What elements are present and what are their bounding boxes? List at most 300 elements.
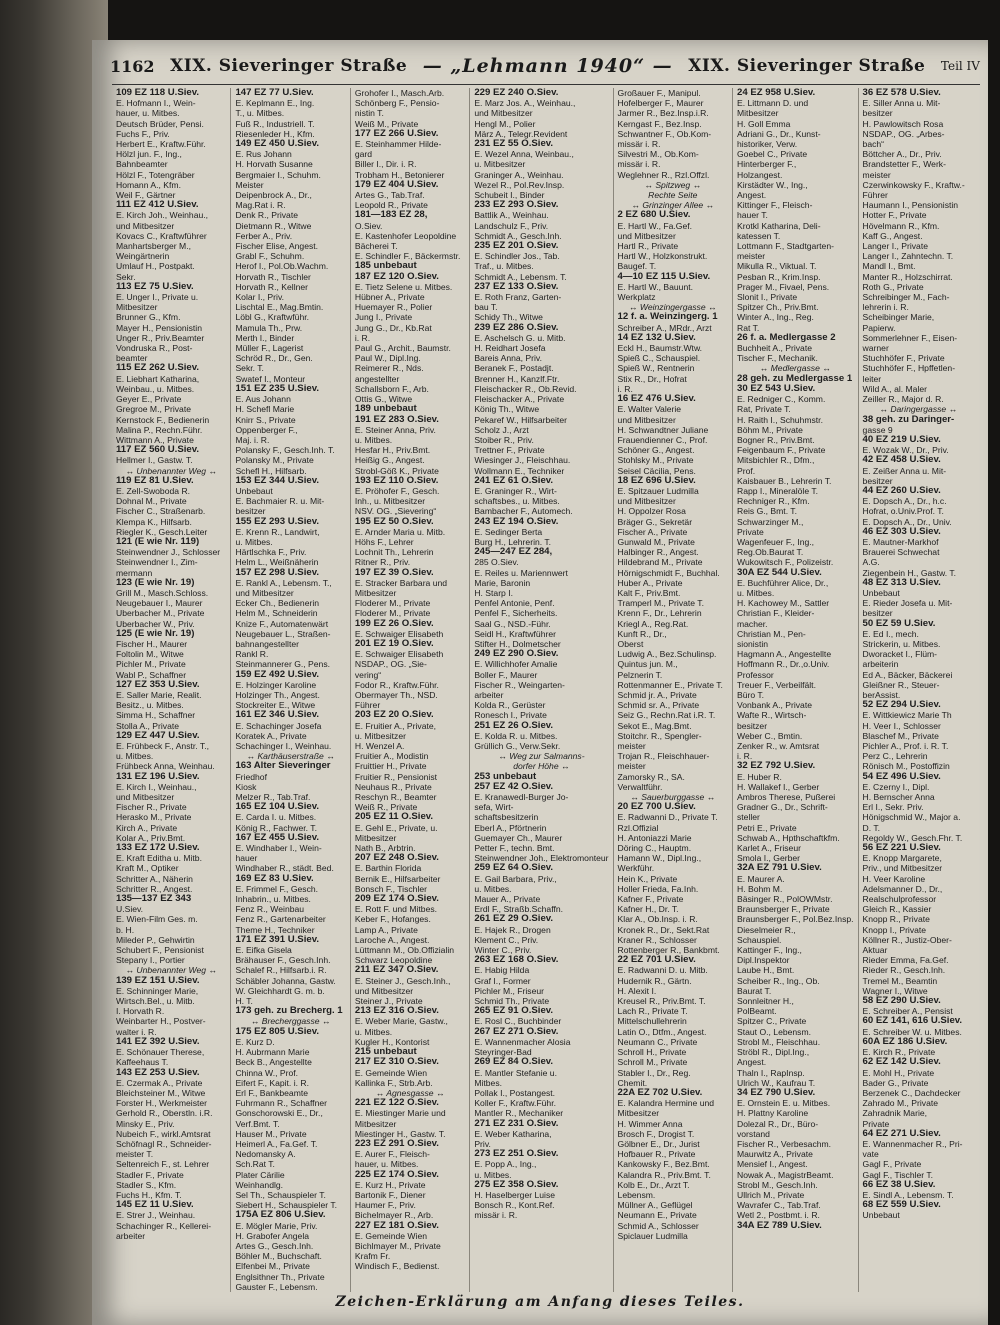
resident-entry: E. Dopsch A., Dr., h.c. bbox=[862, 496, 947, 507]
resident-entry: hauer, u. Mitbes. bbox=[116, 108, 180, 119]
resident-entry: Spiclauer Ludmilla bbox=[617, 1230, 688, 1241]
resident-entry: Scheiber R., Ing., Ob. bbox=[736, 975, 820, 986]
resident-entry: E. Kirch Joh., Weinhau., bbox=[116, 210, 209, 221]
resident-entry: Hagmann A., Angestellte bbox=[736, 649, 832, 660]
resident-entry: E. Kastenhofer Leopoldine bbox=[354, 230, 457, 241]
house-number: 271 EZ 231 O.Siev. bbox=[474, 1117, 559, 1129]
resident-entry: Döring C., Hauptm. bbox=[617, 843, 692, 854]
resident-entry: Spieß C., Schauspiel. bbox=[617, 353, 701, 364]
house-number: 52 EZ 294 U.Siev. bbox=[862, 699, 941, 711]
resident-entry: E. Steinhammer Hilde- bbox=[354, 139, 442, 150]
resident-entry: Braunsberger F., Pol.Bez.Insp. bbox=[736, 914, 854, 925]
house-number: 201 EZ 19 O.Siev. bbox=[354, 637, 434, 649]
resident-entry: Theme H., Techniker bbox=[235, 924, 315, 935]
resident-entry: Lamp A., Private bbox=[354, 924, 418, 935]
resident-entry: O.Siev. bbox=[354, 220, 383, 231]
part-label: Teil IV bbox=[940, 59, 980, 73]
resident-entry: Mitbesitzer bbox=[354, 1118, 397, 1129]
resident-entry: Fischer R., Private bbox=[116, 802, 187, 813]
resident-entry: H. Wimmer Anna bbox=[617, 1118, 683, 1129]
resident-entry: Helm L., Weißnäherin bbox=[235, 557, 319, 568]
resident-entry: E. Marz Jos. A., Weinhau., bbox=[474, 98, 576, 109]
resident-entry: Maj. i. R. bbox=[235, 434, 270, 445]
resident-entry: Bichlmayer M., Private bbox=[354, 1240, 441, 1251]
resident-entry: Weber C., Bmtin. bbox=[736, 730, 803, 741]
resident-entry: E. Roth Franz, Garten- bbox=[474, 292, 562, 303]
resident-entry: Foltolin M., Witwe bbox=[116, 649, 184, 660]
resident-entry: E. Huber R. bbox=[736, 771, 782, 782]
resident-entry: u. Mitbes. bbox=[474, 1169, 512, 1180]
resident-entry: Steinwendner J., Schlosser bbox=[116, 547, 221, 558]
resident-entry: E. Spitzauer Ludmilla bbox=[617, 485, 699, 496]
resident-entry: E. Hofmann I., Wein- bbox=[116, 98, 196, 109]
resident-entry: und Mitbesitzer bbox=[116, 220, 175, 231]
resident-entry: Sch.Rat T. bbox=[235, 1159, 275, 1170]
resident-entry: Dieselmeier R., bbox=[736, 924, 796, 935]
house-number: 58 EZ 290 U.Siev. bbox=[862, 995, 941, 1007]
resident-entry: u. Mitbes. bbox=[354, 434, 393, 445]
resident-entry: Stoiber R., Priv. bbox=[474, 434, 534, 445]
resident-entry: Siebert H., Schauspieler T. bbox=[235, 1200, 338, 1211]
resident-entry: W. Gleichhardt G. m. b. bbox=[235, 985, 325, 996]
resident-entry: Bleichsteiner M., Witwe bbox=[116, 1087, 206, 1098]
column-1 bbox=[112, 88, 231, 1292]
resident-entry: Schmid A., Schlosser bbox=[617, 1220, 699, 1231]
resident-entry: E. Holzinger Karoline bbox=[235, 679, 317, 690]
resident-entry: Hübner A., Private bbox=[354, 292, 425, 303]
resident-entry: E. Pröhofer F., Gesch. bbox=[354, 485, 440, 496]
house-number: 167 EZ 455 U.Siev. bbox=[235, 831, 319, 843]
resident-entry: Schöfnagl R., Schneider- bbox=[116, 1138, 212, 1149]
resident-entry: Schmid sr. A., Private bbox=[617, 700, 700, 711]
resident-entry: E. Unger I., Private u. bbox=[116, 292, 199, 303]
house-number: 60 EZ 141, 616 U.Siev. bbox=[862, 1015, 963, 1027]
resident-entry: Hofrat, o.Univ.Prof. T. bbox=[862, 506, 944, 517]
resident-entry: März A., Telegr.Revident bbox=[474, 128, 568, 139]
directory-page bbox=[92, 40, 988, 1325]
resident-entry: Wukowitsch F., Polizeistr. bbox=[736, 557, 834, 568]
resident-entry: Seidl H., Kraftwführer bbox=[474, 628, 556, 639]
resident-entry: E. Redniger C., Komm. bbox=[736, 394, 826, 405]
resident-entry: Zahrado M., Private bbox=[862, 1098, 939, 1109]
resident-entry: Fischer Elise, Angest. bbox=[235, 241, 319, 252]
resident-entry: Köllner R., Justiz-Ober- bbox=[862, 934, 952, 945]
house-number: 185 unbebaut bbox=[354, 260, 417, 272]
house-number: 42 EZ 458 U.Siev. bbox=[862, 454, 941, 466]
resident-entry: historiker, Verw. bbox=[736, 139, 798, 150]
resident-entry: Schönberg F., Pensio- bbox=[354, 98, 440, 109]
house-number: 20 EZ 700 U.Siev. bbox=[617, 801, 696, 813]
resident-entry: Tischer F., Mechanik. bbox=[736, 353, 818, 364]
house-number: 169 EZ 83 U.Siev. bbox=[235, 872, 314, 884]
house-number: 64 EZ 271 U.Siev. bbox=[862, 1127, 941, 1139]
resident-entry: Böttcher A., Dr., Priv. bbox=[862, 149, 942, 160]
resident-entry: E. Gemeinde Wien bbox=[354, 1067, 427, 1078]
resident-entry: meister bbox=[617, 741, 646, 751]
resident-entry: Strobl M., Fleischhau. bbox=[736, 1036, 821, 1047]
resident-entry: warner bbox=[862, 343, 889, 354]
resident-entry: Keber F., Hofanges. bbox=[354, 914, 431, 925]
resident-entry: D. T. bbox=[862, 822, 881, 833]
resident-entry: Nubeich F., wirkl.Amtsrat bbox=[116, 1128, 211, 1139]
house-number: 123 (E wie Nr. 19) bbox=[116, 576, 195, 588]
resident-entry: Hörnigschmidt F., Buchhal. bbox=[617, 567, 720, 578]
resident-entry: Stuchhöfer F., Private bbox=[862, 353, 945, 364]
resident-entry: Schwab A., Hpthschaftkfm. bbox=[736, 832, 840, 843]
resident-entry: Schefl H., Hilfsarb. bbox=[235, 465, 307, 476]
house-number: 189 unbebaut bbox=[354, 403, 417, 415]
resident-entry: Trettner F., Private bbox=[474, 445, 545, 456]
house-number: 265 EZ 91 O.Siev. bbox=[474, 1005, 554, 1017]
resident-entry: meister bbox=[736, 251, 766, 262]
house-number: 245—247 EZ 284, bbox=[474, 546, 553, 558]
resident-entry: Weiß M., Private bbox=[354, 118, 419, 129]
resident-entry: Pelznerin T. bbox=[617, 669, 663, 680]
resident-entry: Spitzer Ch., Priv.Bmt. bbox=[736, 302, 819, 313]
house-number: 22 EZ 701 U.Siev. bbox=[617, 954, 696, 966]
house-number: 46 EZ 303 U.Siev. bbox=[862, 525, 941, 537]
resident-entry: Jung G., Dr., Kb.Rat bbox=[354, 322, 432, 333]
resident-entry: Elfenbei M., Private bbox=[235, 1261, 310, 1272]
resident-entry: Prof. bbox=[736, 465, 756, 476]
house-number: 30 EZ 543 U.Siev. bbox=[736, 382, 816, 394]
house-number: 66 EZ 38 U.Siev. bbox=[862, 1178, 936, 1190]
resident-entry: Mitbesitzer bbox=[617, 1108, 660, 1119]
house-number: 251 EZ 26 O.Siev. bbox=[474, 719, 554, 731]
resident-entry: Stix R., Dr., Hofrat bbox=[617, 373, 687, 384]
resident-entry: H. Schefl Marie bbox=[235, 404, 295, 415]
resident-entry: Heißig G., Angest. bbox=[354, 455, 425, 466]
resident-entry: missär i. R. bbox=[474, 1210, 518, 1221]
resident-entry: vering“ bbox=[354, 669, 382, 680]
resident-entry: Uberbacher W., Priv. bbox=[116, 618, 195, 629]
resident-entry: hauer T. bbox=[736, 210, 768, 221]
resident-entry: Hofelberger F., Maurer bbox=[617, 98, 704, 109]
resident-entry: H. Haselberger Luise bbox=[474, 1189, 556, 1200]
resident-entry: Schallsborn F., Arb. bbox=[354, 383, 429, 394]
house-number: 143 EZ 253 U.Siev. bbox=[116, 1066, 200, 1078]
resident-entry: gasse 9 bbox=[862, 424, 893, 435]
resident-entry: E. Schindler Jos., Tab. bbox=[474, 251, 560, 262]
resident-entry: missär i. R. bbox=[617, 159, 661, 170]
resident-entry: Hölzl jun. F., Ing., bbox=[116, 149, 182, 160]
resident-entry: H. Antoniazzi Marie bbox=[617, 832, 692, 843]
resident-entry: Roth G., Private bbox=[862, 281, 924, 292]
resident-entry: E. Weber Katharina, bbox=[474, 1128, 552, 1139]
resident-entry: Unbebaut bbox=[862, 587, 900, 598]
resident-entry: Mandl I., Bmt. bbox=[862, 261, 916, 272]
resident-entry: Windhaber R., städt. Bed. bbox=[235, 863, 334, 874]
resident-entry: Büro T. bbox=[736, 689, 765, 700]
resident-entry: Schubeit I., Binder bbox=[474, 190, 545, 201]
resident-entry: Adriani G., Dr., Kunst- bbox=[736, 128, 821, 139]
resident-entry: Hartl W., Holzkonstrukt. bbox=[617, 251, 708, 262]
house-number: 115 EZ 262 U.Siev. bbox=[116, 362, 200, 374]
house-number: 30A EZ 544 U.Siev. bbox=[736, 566, 822, 578]
resident-entry: Fischer C., Straßenarb. bbox=[116, 506, 206, 517]
resident-entry: Berzenek C., Dachdecker bbox=[862, 1087, 961, 1098]
resident-entry: Hartl R., Private bbox=[617, 241, 679, 252]
resident-entry: H. Goll Emma bbox=[736, 118, 791, 129]
resident-entry: Silvestri M., Ob.Kom- bbox=[617, 149, 699, 160]
resident-entry: Fuhrmann R., Schaffner bbox=[235, 1098, 327, 1109]
resident-entry: Seiz G., Rechn.Rat i.R. T. bbox=[617, 710, 716, 721]
resident-entry: Lischtal E., Mag.Bmtin. bbox=[235, 302, 324, 313]
resident-entry: Maurwitz A., Private bbox=[736, 1149, 813, 1160]
resident-entry: Wagner I., Witwe bbox=[862, 985, 928, 996]
resident-entry: Krotkl Katharina, Deli- bbox=[736, 220, 821, 231]
resident-entry: E. Schönauer Therese, bbox=[116, 1047, 205, 1058]
resident-entry: Wittmann A., Private bbox=[116, 434, 194, 445]
column-6 bbox=[733, 88, 859, 1292]
resident-entry: Kaff G., Angest. bbox=[862, 230, 923, 241]
resident-entry: Klement C., Priv. bbox=[474, 934, 539, 945]
resident-entry: b. H. bbox=[116, 924, 135, 935]
resident-entry: Buchheit A., Private bbox=[736, 343, 812, 354]
resident-entry: Grabl F., Schuhm. bbox=[235, 251, 305, 262]
resident-entry: Gunwald M., Private bbox=[617, 536, 695, 547]
resident-entry: E. Sindl A., Lebensm. T. bbox=[862, 1189, 954, 1200]
resident-entry: Bareis Anna, Priv. bbox=[474, 353, 542, 364]
resident-entry: Seltenreich F., st. Lehrer bbox=[116, 1159, 210, 1170]
resident-entry: Minsky E., Priv. bbox=[116, 1118, 175, 1129]
resident-entry: Schäbler Johanna, Gastw. bbox=[235, 975, 336, 986]
resident-entry: Stockreiter E., Witwe bbox=[235, 700, 316, 711]
resident-entry: Frühbeck Anna, Weinhau. bbox=[116, 761, 215, 772]
resident-entry: Lebensm. bbox=[617, 1189, 656, 1200]
resident-entry: Reg.Ob.Baurat T. bbox=[736, 547, 804, 558]
resident-entry: Mitbesitzer bbox=[736, 108, 779, 119]
resident-entry: Rieder R., Gesch.Inh. bbox=[862, 965, 946, 976]
resident-entry: E. Mautner-Markhof bbox=[862, 536, 939, 547]
resident-entry: Stoitchr. R., Spengler- bbox=[617, 730, 702, 741]
resident-entry: Sekot E., Mag.Bmt. bbox=[617, 720, 692, 731]
resident-entry: besitzer bbox=[235, 506, 266, 517]
resident-entry: Wild A., al. Maler bbox=[862, 383, 928, 394]
resident-entry: Stohlsky M., Private bbox=[617, 455, 694, 466]
resident-entry: Strickerin, u. Mitbes. bbox=[862, 638, 941, 649]
house-number: 145 EZ 11 U.Siev. bbox=[116, 1199, 194, 1211]
resident-entry: E. Zell-Swoboda R. bbox=[116, 485, 191, 496]
resident-entry: Hellmer I., Gastw. T. bbox=[116, 455, 193, 466]
resident-entry: Paul W., Dipl.Ing. bbox=[354, 353, 421, 364]
resident-entry: E. Barthin Florida bbox=[354, 863, 422, 874]
resident-entry: Treuer F., Verbeilfält. bbox=[736, 679, 816, 690]
house-number: 62 EZ 142 U.Siev. bbox=[862, 1056, 941, 1068]
resident-entry: E. Windhaber I., Wein- bbox=[235, 843, 322, 854]
resident-entry: Schachinger R., Kellerei- bbox=[116, 1220, 212, 1231]
house-number: 139 EZ 151 U.Siev. bbox=[116, 974, 200, 986]
resident-entry: E. Rosl C., Buchbinder bbox=[474, 1016, 562, 1027]
resident-entry: u. Mitbes. bbox=[116, 751, 154, 762]
resident-entry: Halbinger R., Angest. bbox=[617, 547, 699, 558]
resident-entry: Gregroe M., Private bbox=[116, 404, 191, 415]
resident-entry: Langer I., Private bbox=[862, 241, 928, 252]
resident-entry: Trojan R., Fleischhauer- bbox=[617, 751, 710, 762]
resident-entry: U.Siev. bbox=[116, 904, 144, 915]
resident-entry: E. Schreiber A., Pensist bbox=[862, 1006, 953, 1017]
resident-entry: Adelsmanner D., Dr., bbox=[862, 883, 943, 894]
resident-entry: lehrerin i. R. bbox=[862, 302, 909, 313]
resident-entry: Eckl H., Baumstr.Wtw. bbox=[617, 343, 703, 354]
house-number: 235 EZ 201 O.Siev. bbox=[474, 240, 559, 252]
resident-entry: E. Reiles u. Mariennwert bbox=[474, 567, 568, 578]
resident-entry: Laube H., Bmt. bbox=[736, 965, 795, 976]
resident-entry: Weglehner R., Rzl.Offzl. bbox=[617, 169, 710, 180]
resident-entry: E. Kurz D. bbox=[235, 1036, 275, 1047]
house-number: 34A EZ 789 U.Siev. bbox=[736, 1219, 822, 1231]
resident-entry: Unbebaut bbox=[862, 1210, 900, 1221]
resident-entry: Eberl A., Pförtnerin bbox=[474, 822, 547, 833]
house-number: 195 EZ 50 O.Siev. bbox=[354, 515, 434, 527]
resident-entry: Manhartsberger M., bbox=[116, 241, 191, 252]
resident-entry: Vondruska R., Post- bbox=[116, 343, 193, 354]
house-number: 275 EZ 358 O.Siev. bbox=[474, 1178, 559, 1190]
resident-entry: i. R. bbox=[736, 751, 753, 762]
resident-entry: E. Saller Marie, Realit. bbox=[116, 689, 202, 700]
resident-entry: Inhabrin., u. Mitbes. bbox=[235, 894, 311, 905]
resident-entry: Schwarz Leopoldine bbox=[354, 955, 433, 966]
resident-entry: Priv. bbox=[474, 1138, 491, 1149]
resident-entry: E. Ornstein E. u. Mitbes. bbox=[736, 1098, 831, 1109]
resident-entry: Bonsch R., Kont.Ref. bbox=[474, 1200, 555, 1211]
resident-entry: Neugebauer L., Straßen- bbox=[235, 628, 331, 639]
resident-entry: u. Mitbes. bbox=[474, 883, 512, 894]
resident-entry: Englsithner Th., Private bbox=[235, 1271, 325, 1282]
street-title-left: XIX. Sieveringer Straße bbox=[170, 56, 408, 76]
resident-entry: Schreibinger M., Fach- bbox=[862, 292, 950, 303]
house-number: 221 EZ 122 O.Siev. bbox=[354, 1097, 439, 1109]
resident-entry: Erl F., Bankbeamte bbox=[235, 1087, 309, 1098]
resident-entry: Müllner A., Geflügel bbox=[617, 1200, 693, 1211]
resident-entry: E. Aus Johann bbox=[235, 394, 291, 405]
house-number: 28 geh. zu Medlergasse 1 bbox=[736, 372, 853, 384]
resident-entry: Pesban R., Krim.Insp. bbox=[736, 271, 821, 282]
resident-entry: Ziegenbein H., Gastw. T. bbox=[862, 567, 957, 578]
resident-entry: Rankl R. bbox=[235, 649, 269, 660]
resident-entry: E. Steiner Anna, Priv. bbox=[354, 424, 436, 435]
house-number: 225 EZ 174 O.Siev. bbox=[354, 1168, 439, 1180]
resident-entry: PolBeamt. bbox=[736, 1006, 777, 1017]
resident-entry: Mamula Th., Prw. bbox=[235, 322, 303, 333]
resident-entry: Lüttmann M., Ob.Offizialin bbox=[354, 945, 455, 956]
house-number: 34 EZ 790 U.Siev. bbox=[736, 1086, 816, 1098]
house-number: 205 EZ 11 O.Siev. bbox=[354, 811, 434, 823]
resident-entry: Windisch F., Bedienst. bbox=[354, 1261, 440, 1272]
resident-entry: Bichelmayer R., Arb. bbox=[354, 1210, 434, 1221]
resident-entry: E. Wannenmacher Alosia bbox=[474, 1036, 571, 1047]
resident-entry: Friedhof bbox=[235, 771, 267, 782]
resident-entry: Besitz., u. Mitbes. bbox=[116, 700, 184, 711]
resident-entry: leiter bbox=[862, 373, 882, 384]
house-number: 44 EZ 260 U.Siev. bbox=[862, 484, 941, 496]
resident-entry: Rat, Private T. bbox=[736, 404, 791, 415]
house-number: 125 (E wie Nr. 19) bbox=[116, 627, 195, 639]
house-number: 119 EZ 81 U.Siev. bbox=[116, 474, 194, 486]
resident-entry: Wollmann E., Techniker bbox=[474, 465, 565, 476]
resident-entry: E. Kraft Editha u. Mitb. bbox=[116, 853, 202, 864]
house-number: 217 EZ 310 O.Siev. bbox=[354, 1056, 439, 1068]
house-number: 267 EZ 271 O.Siev. bbox=[474, 1025, 559, 1037]
resident-entry: Latin O., Dtfm., Angest. bbox=[617, 1026, 707, 1037]
resident-entry: Fuchs F., Priv. bbox=[116, 128, 170, 139]
street-title-right: XIX. Sieveringer Straße bbox=[688, 56, 926, 76]
resident-entry: Haumer F., Priv. bbox=[354, 1200, 416, 1211]
resident-entry: Knopp R., Private bbox=[862, 914, 930, 925]
resident-entry: Sel Th., Schauspieler T. bbox=[235, 1189, 326, 1200]
resident-entry: Bräger G., Sekretär bbox=[617, 516, 693, 527]
house-number: 227 EZ 181 O.Siev. bbox=[354, 1219, 439, 1231]
resident-entry: Fuß R., Industriell. T. bbox=[235, 118, 315, 129]
resident-entry: Angest. bbox=[736, 190, 767, 201]
column-2 bbox=[231, 88, 350, 1292]
resident-entry: E. Mögler Marie, Priv. bbox=[235, 1220, 318, 1231]
resident-entry: missär i. R. bbox=[617, 139, 661, 150]
resident-entry: beamter bbox=[116, 353, 148, 364]
resident-entry: E. Rott F. und Mitbes. bbox=[354, 904, 438, 915]
resident-entry: Hamann W., Dipl.Ing., bbox=[617, 853, 702, 864]
resident-entry: Kerngast F., Bez.Insp. bbox=[617, 118, 702, 129]
resident-entry: Riegler K., Gesch.Leiter bbox=[116, 526, 208, 537]
resident-entry: Böhler M., Buchschaft. bbox=[235, 1251, 322, 1262]
resident-entry: Steiner J., Private bbox=[354, 996, 423, 1007]
resident-entry: Schröd R., Dr., Gen. bbox=[235, 353, 313, 364]
house-number: 163 Alter Sieveringer bbox=[235, 760, 331, 772]
resident-entry: Gleich R., Kassier bbox=[862, 904, 932, 915]
column-7 bbox=[859, 88, 978, 1292]
house-number: 127 EZ 353 U.Siev. bbox=[116, 678, 200, 690]
house-number: 113 EZ 75 U.Siev. bbox=[116, 280, 194, 292]
resident-entry: walter i. R. bbox=[116, 1026, 157, 1037]
resident-entry: Brenner H., Kanzlf.Ftr. bbox=[474, 373, 560, 384]
resident-entry: Rapp I., Mineralöle T. bbox=[736, 485, 819, 496]
resident-entry: H. Veer Karoline bbox=[862, 873, 926, 884]
resident-entry: Unbebaut bbox=[235, 485, 273, 496]
house-number: 147 EZ 77 U.Siev. bbox=[235, 87, 314, 98]
resident-entry: Hudernik R., Gärtn. bbox=[617, 975, 692, 986]
resident-entry: Gerhold R., Oberstln. i.R. bbox=[116, 1108, 213, 1119]
resident-entry: Klar A., Ob.Insp. i. R. bbox=[617, 914, 698, 925]
house-number: 151 EZ 235 U.Siev. bbox=[235, 382, 319, 394]
resident-entry: Werkplatz bbox=[617, 292, 656, 303]
resident-entry: Spitzer C., Private bbox=[736, 1016, 807, 1027]
resident-entry: Schroll H., Private bbox=[617, 1047, 687, 1058]
resident-entry: Knize F., Automatenwärt bbox=[235, 618, 329, 629]
resident-entry: hauer bbox=[235, 853, 258, 864]
resident-entry: Fleischacker R., Ob.Revid. bbox=[474, 383, 577, 394]
resident-entry: Wetl 2., Postbmt. i. R. bbox=[736, 1210, 820, 1221]
resident-entry: Private bbox=[736, 526, 764, 537]
resident-entry: Steinmannerer G., Pens. bbox=[235, 659, 331, 670]
resident-entry: Burg H., Lehrerin. T. bbox=[474, 536, 552, 547]
resident-entry: Eifert F., Kapit. i. R. bbox=[235, 1077, 309, 1088]
resident-entry: Fruittier H., Private bbox=[354, 761, 427, 772]
house-number: 243 EZ 194 O.Siev. bbox=[474, 515, 559, 527]
resident-entry: Hövelmann R., Kfm. bbox=[862, 220, 940, 231]
resident-entry: Hotter F., Private bbox=[862, 210, 927, 221]
resident-entry: Mikulla R., Viktual. T. bbox=[736, 261, 817, 272]
resident-entry: bach“ bbox=[862, 139, 885, 150]
house-number: 135—137 EZ 343 bbox=[116, 893, 192, 905]
house-number: 153 EZ 344 U.Siev. bbox=[235, 474, 319, 486]
resident-entry: Erdl F., Straßb.Schaffn. bbox=[474, 904, 563, 915]
resident-entry: E. Strer J., Weinhau. bbox=[116, 1210, 196, 1221]
resident-entry: Kirstädter W., Ing., bbox=[736, 179, 808, 190]
resident-entry: Priv., und Mitbesitzer bbox=[862, 863, 943, 874]
resident-entry: E. Kirch I., Weinhau., bbox=[116, 781, 197, 792]
resident-entry: Gleißner R., Steuer- bbox=[862, 679, 940, 690]
resident-entry: 285 O.Siev. bbox=[474, 557, 519, 568]
